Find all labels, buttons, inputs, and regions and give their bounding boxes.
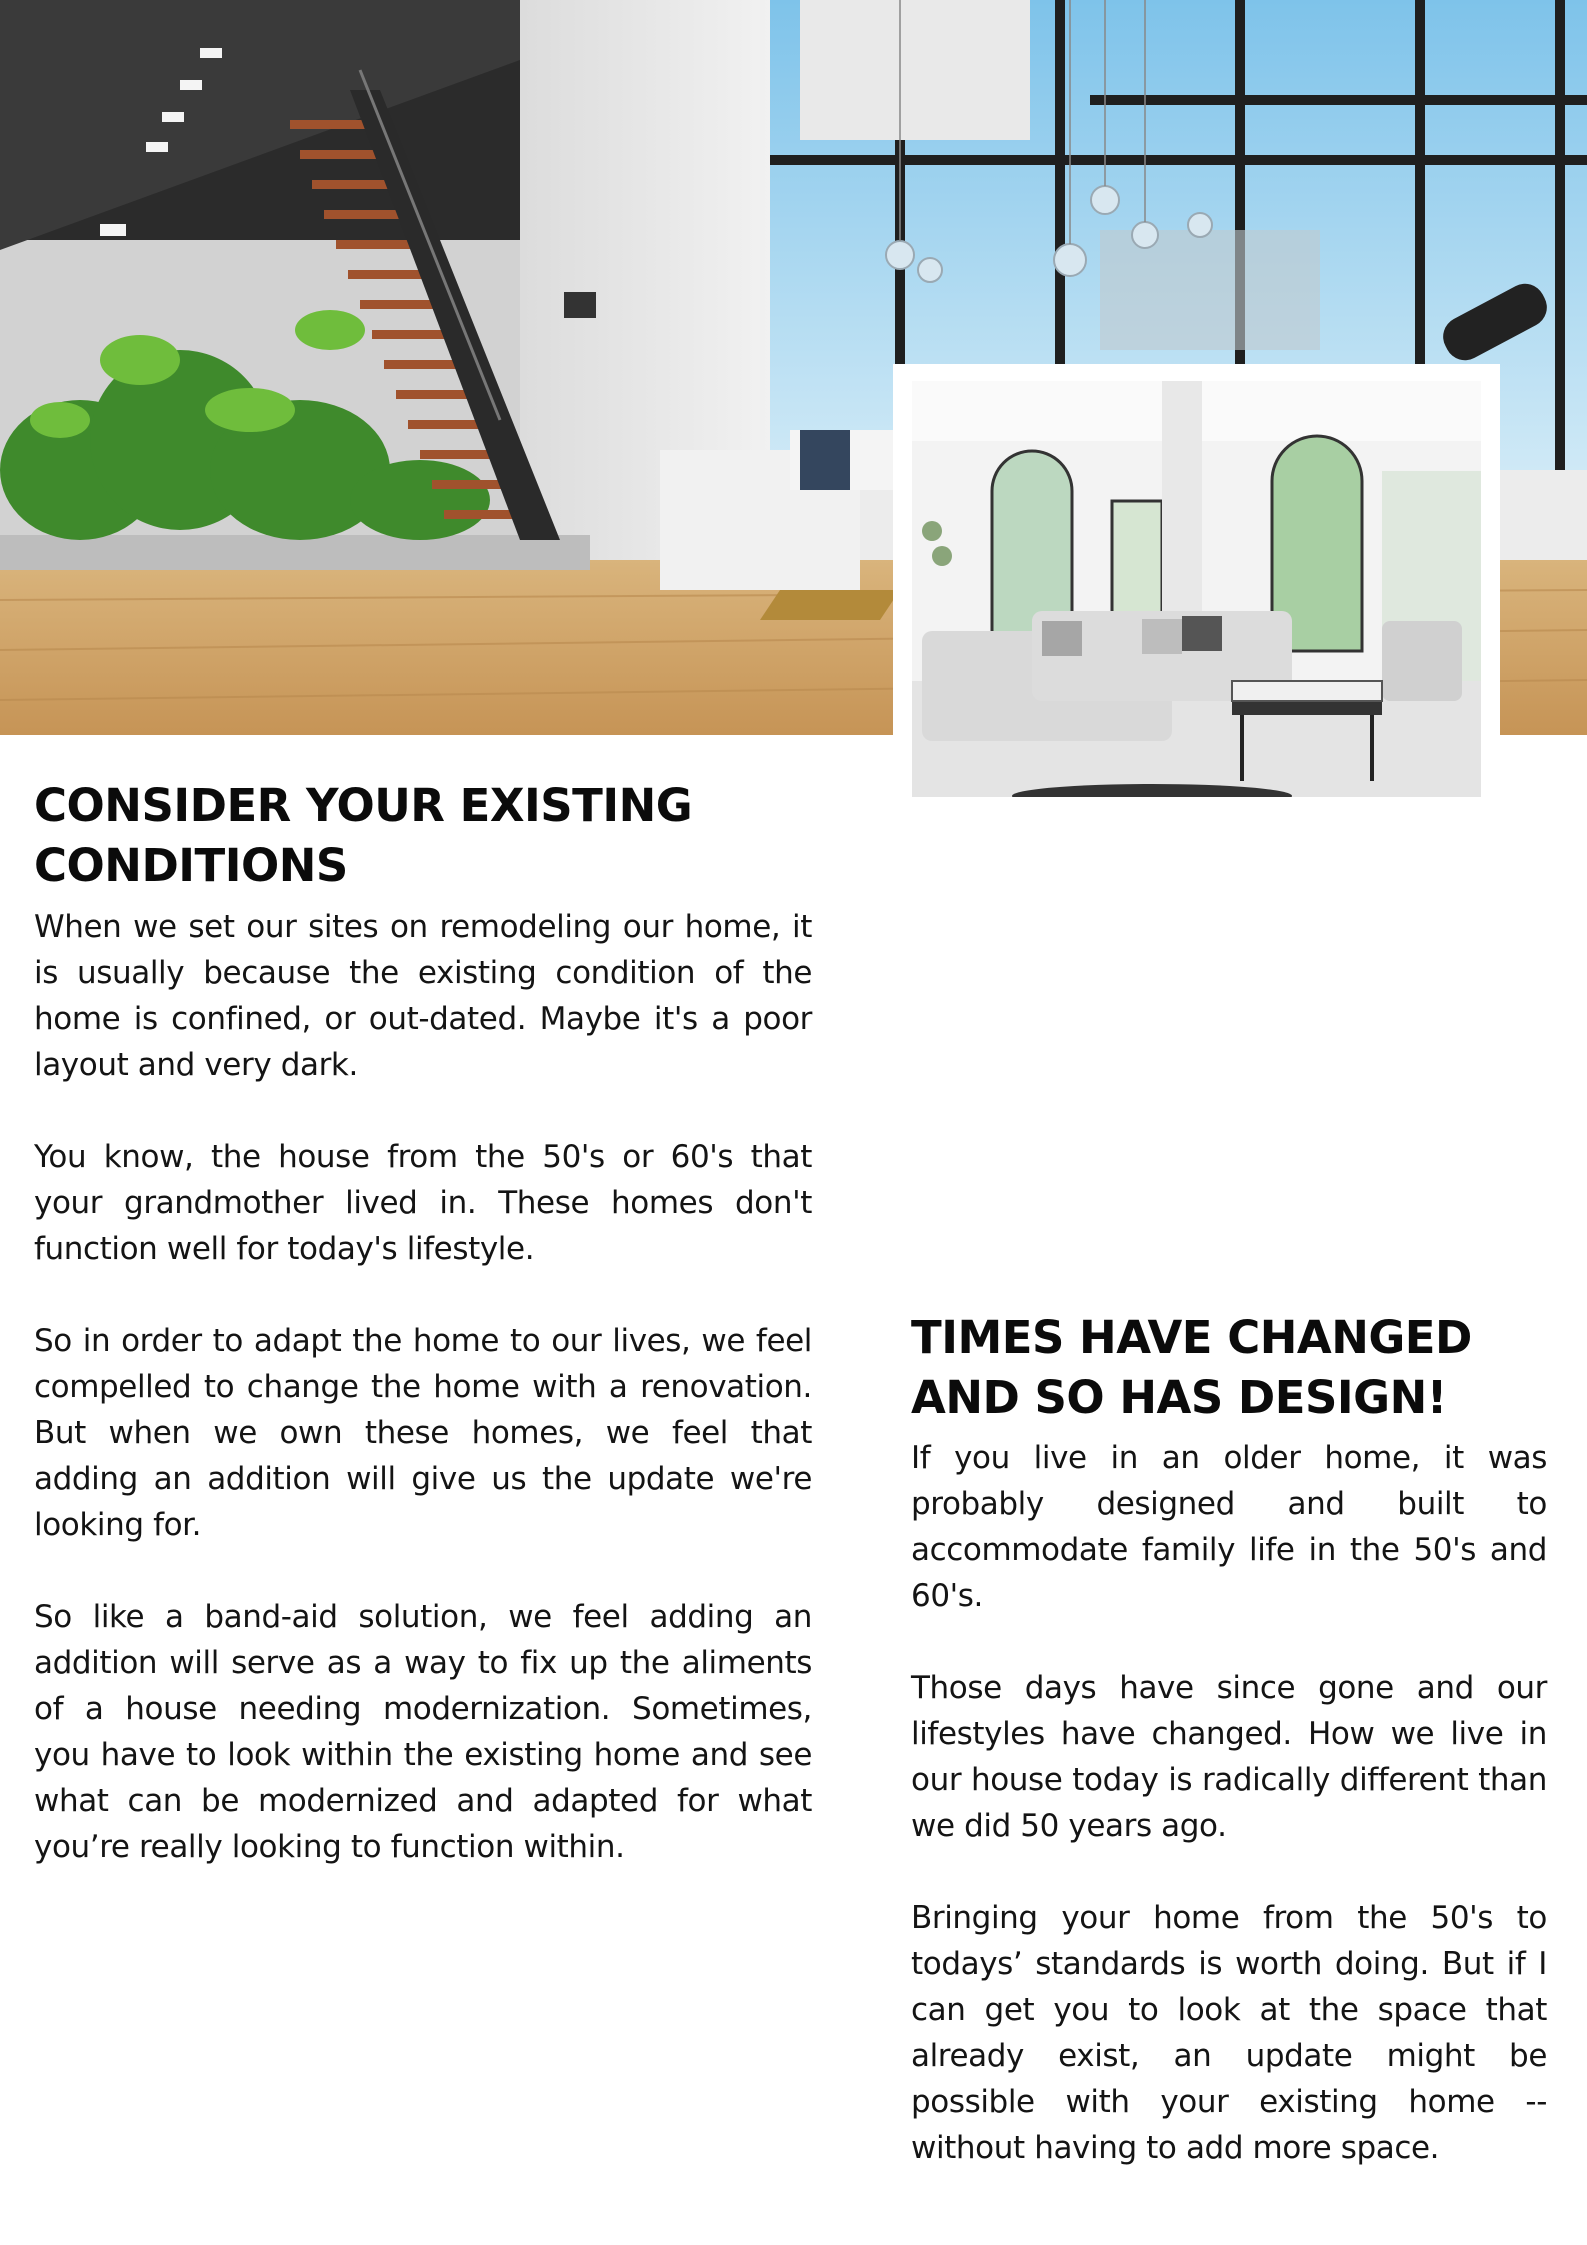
left-paragraph: So like a band-aid solution, we feel adding an addition will serve as a way to fix up the aliments of a house needing modernization. Sometimes, you have to look within the existing home and see what can be modernized and adapted for what you’re really looking to function within.: [34, 1599, 812, 1865]
right-paragraph: Those days have since gone and our lifestyles have changed. How we live in our house today is radically different than we did 50 years ago.: [911, 1670, 1547, 1844]
left-paragraph: So in order to adapt the home to our lives, we feel compelled to change the home with a renovation. But when we own these homes, we feel that adding an addition will give us the update we're looking for.: [34, 1323, 812, 1543]
right-paragraph: If you live in an older home, it was probably designed and built to accommodate family life in the 50's and 60's.: [911, 1440, 1547, 1614]
living-room-photo: [912, 381, 1481, 797]
left-paragraph: You know, the house from the 50's or 60's that your grandmother lived in. These homes don't function well for today's lifestyle.: [34, 1139, 812, 1267]
right-text-column: [911, 1435, 1547, 2217]
left-paragraph: When we set our sites on remodeling our home, it is usually because the existing condition of the home is confined, or out-dated. Maybe it's a poor layout and very dark.: [34, 909, 812, 1083]
heading-times-have-changed: TIMES HAVE CHANGED AND SO HAS DESIGN!: [911, 1311, 1472, 1424]
living-room-photo-frame: [893, 364, 1500, 814]
right-paragraph: Bringing your home from the 50's to todays’ standards is worth doing. But if I can get you to look at the space that already exist, an update might be possible with your existing home -- without having to add more space.: [911, 1900, 1547, 2166]
heading-consider-existing-conditions: CONSIDER YOUR EXISTING CONDITIONS: [34, 779, 693, 892]
left-text-column: [34, 904, 812, 1916]
